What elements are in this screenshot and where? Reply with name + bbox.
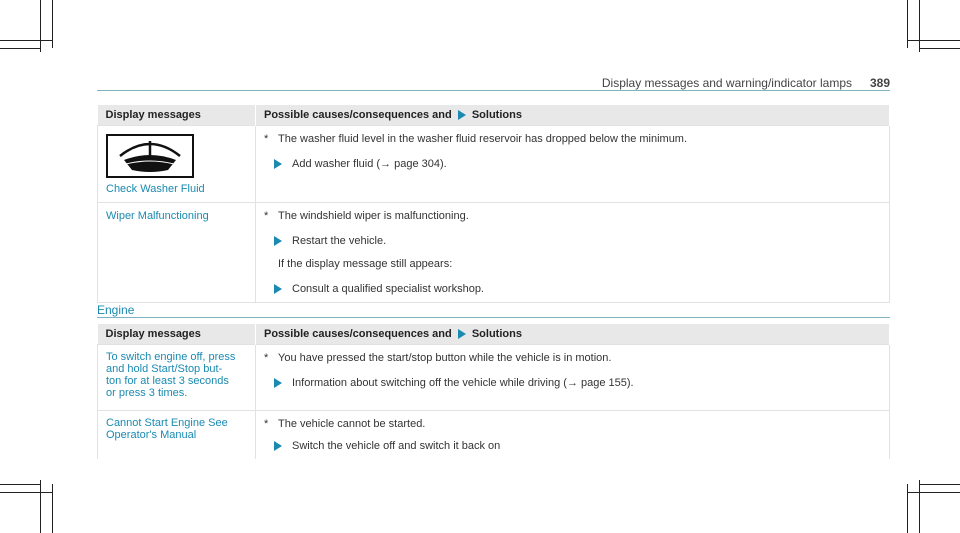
cause-text	[264, 132, 881, 146]
cause-text-content: The vehicle cannot be started.	[278, 417, 426, 430]
cause-text-content: The windshield wiper is malfunctioning.	[278, 209, 469, 222]
solution-cell	[256, 344, 890, 410]
message-label-line: and hold Start/Stop but-	[106, 362, 223, 375]
column-header-causes-text: Possible causes/consequences and	[264, 108, 452, 121]
solution-step	[264, 282, 881, 296]
message-label: Wiper Malfunctioning	[106, 209, 209, 222]
column-header-solutions-text: Solutions	[471, 327, 522, 340]
cause-text	[264, 351, 881, 365]
message-label-line: or press 3 times.	[106, 386, 188, 399]
section-title: Engine	[97, 303, 890, 318]
solution-step-text: Add washer fluid (→ page 304).	[292, 157, 447, 170]
play-arrow-icon	[274, 236, 282, 246]
table-header-row	[98, 324, 890, 344]
column-header-causes	[256, 105, 890, 125]
solution-cell	[256, 202, 890, 302]
table-row	[98, 202, 890, 302]
header-title: Display messages and warning/indicator lamps	[601, 76, 852, 90]
solution-cell	[256, 125, 890, 202]
solution-step-text: Restart the vehicle.	[292, 234, 387, 247]
solution-step	[264, 376, 881, 390]
table-row	[98, 125, 890, 202]
play-arrow-icon	[458, 329, 466, 339]
crop-mark	[907, 484, 908, 533]
play-arrow-icon	[274, 441, 282, 451]
solution-step-text: Switch the vehicle off and switch it back on	[292, 439, 501, 452]
message-cell	[98, 202, 256, 302]
message-label-line: Cannot Start Engine See	[106, 416, 228, 429]
table-header-row	[98, 105, 890, 125]
crop-mark	[52, 0, 53, 48]
crop-mark	[52, 484, 53, 533]
message-cell	[98, 344, 256, 410]
cause-text-content: You have pressed the start/stop button while the vehicle is in motion.	[278, 351, 612, 364]
message-label-line: Operator's Manual	[106, 428, 197, 441]
play-arrow-icon	[458, 110, 466, 120]
cause-text-content: The washer fluid level in the washer fluid reservoir has dropped below the minimum.	[278, 132, 688, 145]
crop-mark	[908, 40, 960, 41]
crop-mark	[920, 48, 960, 49]
column-header-causes	[256, 324, 890, 344]
crop-mark	[919, 0, 920, 52]
column-header-solutions-text: Solutions	[471, 108, 522, 121]
crop-mark	[919, 480, 920, 533]
solution-step-text: Information about switching off the vehicle while driving (→ page 155).	[292, 376, 634, 389]
crop-mark	[40, 0, 41, 52]
play-arrow-icon	[274, 378, 282, 388]
page-number: 389	[869, 76, 890, 90]
message-label-line: ton for at least 3 seconds	[106, 374, 229, 387]
bullet-marker: *	[264, 351, 269, 364]
crop-mark	[40, 480, 41, 533]
column-header-display-messages: Display messages	[98, 105, 256, 125]
crop-mark	[0, 484, 40, 485]
note-text: If the display message still appears:	[278, 257, 453, 270]
crop-mark	[907, 0, 908, 48]
solution-step	[264, 234, 881, 248]
column-header-display-messages: Display messages	[98, 324, 256, 344]
solution-step	[264, 439, 881, 453]
solution-step-text: Consult a qualified specialist workshop.	[292, 282, 484, 295]
table-row	[98, 344, 890, 410]
cause-text	[264, 209, 881, 223]
crop-mark	[0, 492, 52, 493]
crop-mark	[920, 484, 960, 485]
crop-mark	[908, 492, 960, 493]
display-messages-table	[97, 105, 890, 303]
washer-fluid-icon	[106, 134, 194, 178]
bullet-marker: *	[264, 209, 269, 222]
message-label: Check Washer Fluid	[106, 182, 205, 195]
bullet-marker: *	[264, 417, 269, 430]
crop-mark	[0, 40, 52, 41]
cause-text	[264, 417, 881, 431]
message-cell	[98, 410, 256, 459]
message-label-line: To switch engine off, press	[106, 350, 236, 363]
table-row	[98, 410, 890, 459]
column-header-causes-text: Possible causes/consequences and	[264, 327, 452, 340]
solution-step	[264, 157, 881, 171]
bullet-marker: *	[264, 132, 269, 145]
play-arrow-icon	[274, 284, 282, 294]
page-header	[97, 76, 890, 91]
solution-cell	[256, 410, 890, 459]
crop-mark	[0, 48, 40, 49]
message-cell	[98, 125, 256, 202]
play-arrow-icon	[274, 159, 282, 169]
engine-messages-table	[97, 324, 890, 459]
